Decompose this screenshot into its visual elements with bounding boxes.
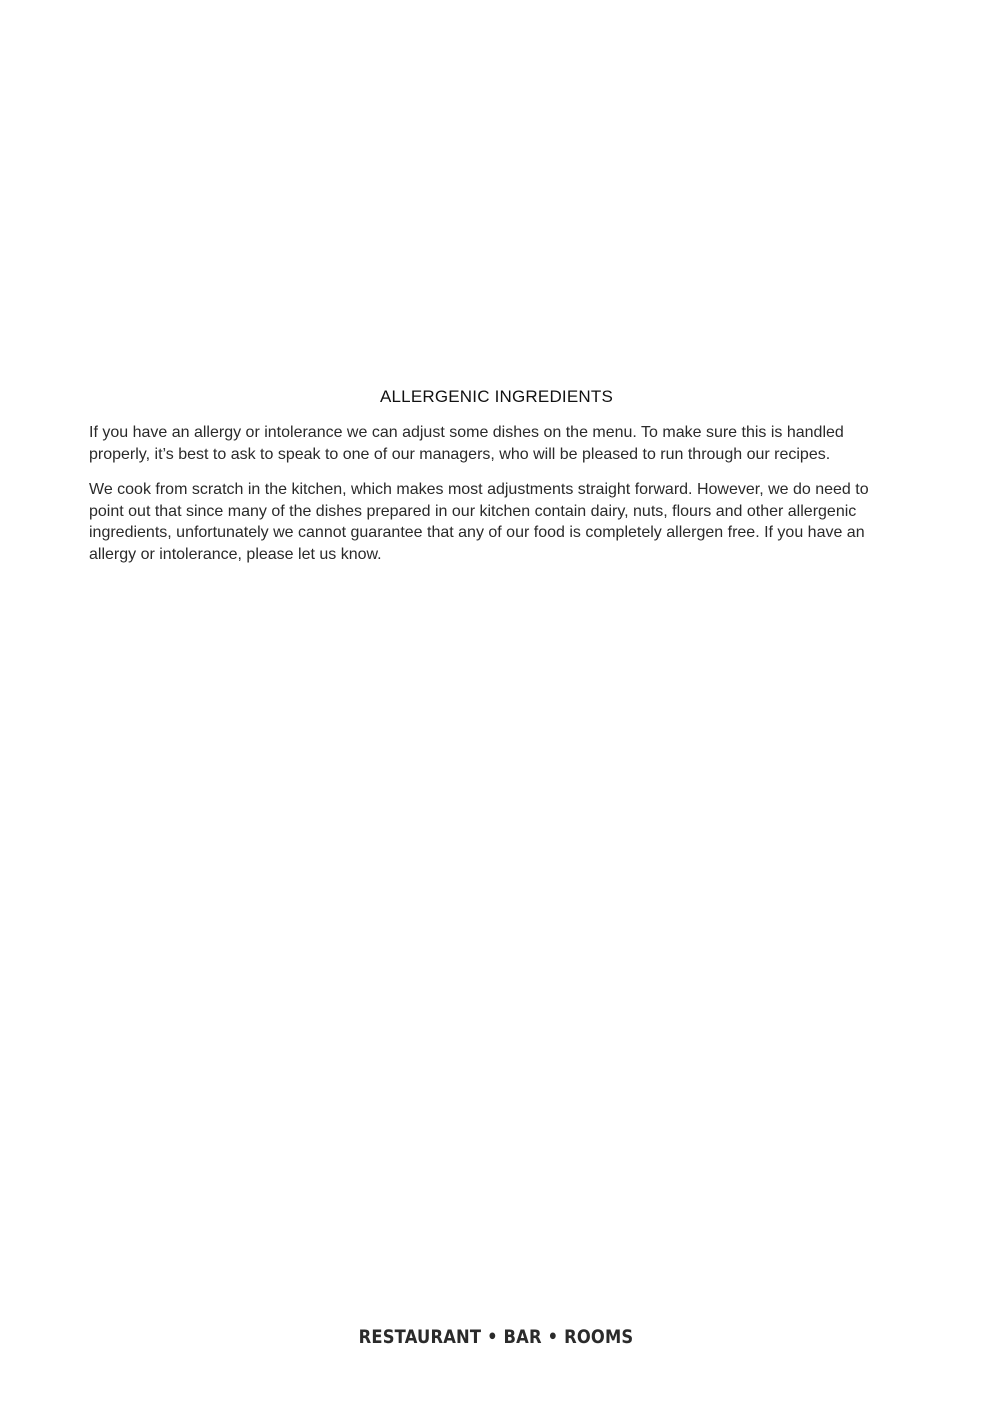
footer-tagline: RESTAURANT • BAR • ROOMS [358,1326,634,1348]
section-heading: ALLERGENIC INGREDIENTS [379,387,613,406]
allergy-adjustment-paragraph: If you have an allergy or intolerance we can adjust some dishes on the menu. To make sure this is handled properly, it’s best to ask to speak to one of our managers, who will be pleased to run through our recipes. [89,424,844,463]
allergen-section [89,386,904,580]
allergen-disclaimer-paragraph: We cook from scratch in the kitchen, which makes most adjustments straight forward. However, we do need to point out that since many of the dishes prepared in our kitchen contain dairy, nuts, flours and other allergenic ingredients, unfortunately we cannot guarantee that any of our food is completely allergen free. If you have an allergy or intolerance, please let us know. [89,481,869,563]
